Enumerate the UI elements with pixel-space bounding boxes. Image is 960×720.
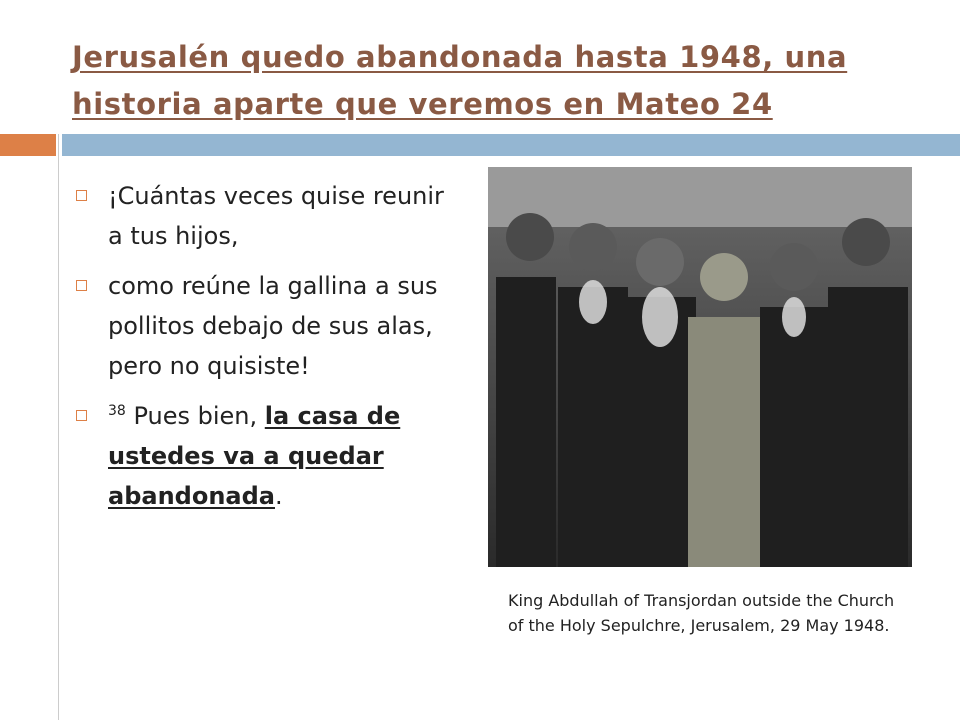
bullet-text	[108, 396, 456, 516]
bullet-item	[76, 396, 456, 516]
accent-bar-orange	[0, 134, 56, 156]
bullet-text: ¡Cuántas veces quise reunir a tus hijos,	[108, 182, 444, 250]
square-bullet-icon	[76, 280, 87, 291]
bullet-prefix: Pues bien,	[125, 402, 265, 430]
photo-caption: King Abdullah of Transjordan outside the Church of the Holy Sepulchre, Jerusalem, 29 May 1948.	[508, 591, 895, 635]
emphasis-text: la casa de ustedes va a quedar abandonada	[108, 402, 401, 510]
bullet-text: como reúne la gallina a sus pollitos debajo de sus alas, pero no quisiste!	[108, 272, 438, 380]
bullet-item	[76, 266, 456, 386]
bullet-item	[76, 176, 456, 256]
verse-number: 38	[108, 403, 126, 419]
bullet-suffix: .	[274, 482, 283, 510]
photo-historical-group-icon	[488, 167, 912, 567]
square-bullet-icon	[76, 410, 87, 421]
divider-line	[58, 134, 59, 720]
historical-photo	[488, 167, 912, 567]
square-bullet-icon	[76, 190, 87, 201]
slide-title: Jerusalén quedo abandonada hasta 1948, una historia aparte que veremos en Mateo 24	[72, 40, 848, 121]
bullet-list	[76, 176, 456, 526]
accent-bar-blue	[62, 134, 960, 156]
